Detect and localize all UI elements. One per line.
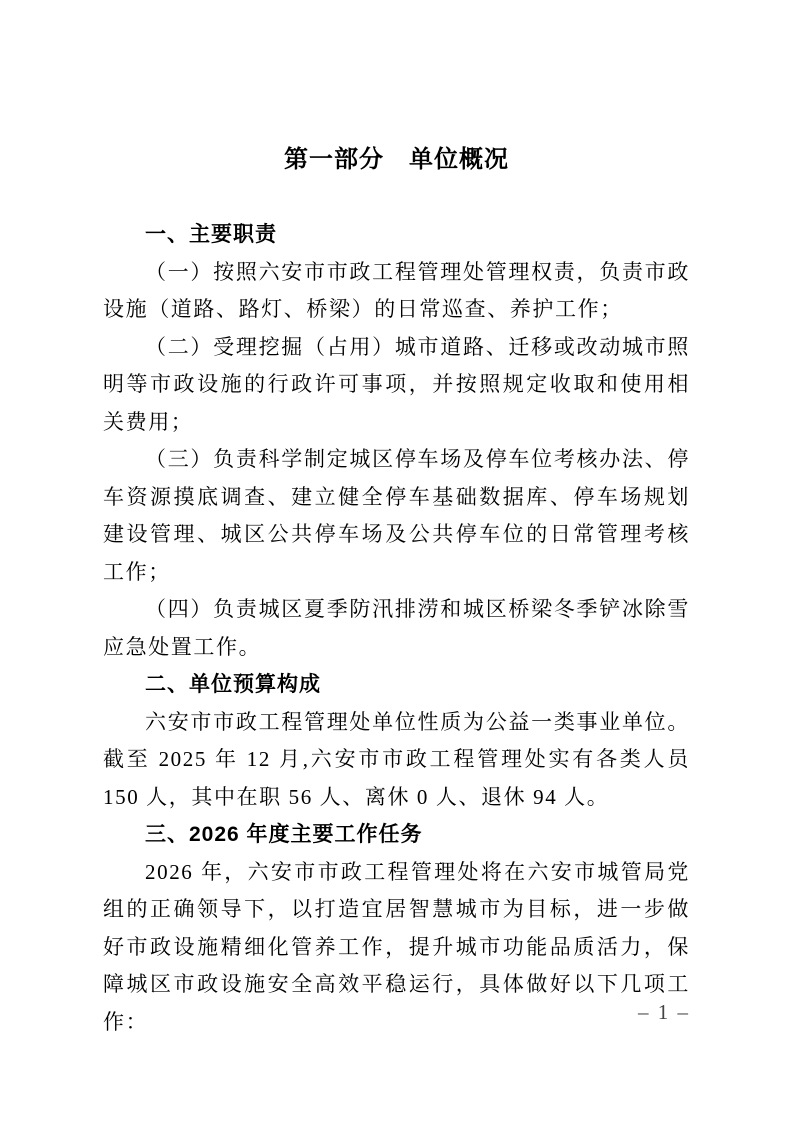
paragraph-duty-1: （一）按照六安市市政工程管理处管理权责，负责市政设施（道路、路灯、桥梁）的日常巡查、养护工作； <box>103 259 690 321</box>
section-heading-budget-composition: 二、单位预算构成 <box>145 673 321 696</box>
section-main-duties <box>103 216 690 666</box>
document-content <box>103 140 690 1041</box>
paragraph-duty-2: （二）受理挖掘（占用）城市道路、迁移或改动城市照明等市政设施的行政许可事项，并按照规定收取和使用相关费用； <box>103 334 690 434</box>
paragraph-2026-tasks: 2026 年，六安市市政工程管理处将在六安市城管局党组的正确领导下，以打造宜居智慧城市为目标，进一步做好市政设施精细化管养工作，提升城市功能品质活力，保障城区市政设施安全高效平稳运行，具体做好以下几项工作： <box>103 859 690 1034</box>
section-2026-tasks <box>103 816 690 1041</box>
paragraph-duty-3: （三）负责科学制定城区停车场及停车位考核办法、停车资源摸底调查、建立健全停车基础数据库、停车场规划建设管理、城区公共停车场及公共停车位的日常管理考核工作； <box>103 447 690 584</box>
section-heading-2026-tasks: 三、2026 年度主要工作任务 <box>145 823 423 846</box>
section-budget-composition <box>103 666 690 816</box>
paragraph-duty-4: （四）负责城区夏季防汛排涝和城区桥梁冬季铲冰除雪应急处置工作。 <box>103 597 690 659</box>
section-heading-main-duties: 一、主要职责 <box>145 223 277 246</box>
page-title: 第一部分 单位概况 <box>284 146 509 173</box>
page-number: – 1 – <box>638 1000 690 1024</box>
paragraph-budget-composition: 六安市市政工程管理处单位性质为公益一类事业单位。截至 2025 年 12 月,六安市市政工程管理处实有各类人员 150 人，其中在职 56 人、离休 0 人、退休 94 人。 <box>103 709 690 809</box>
